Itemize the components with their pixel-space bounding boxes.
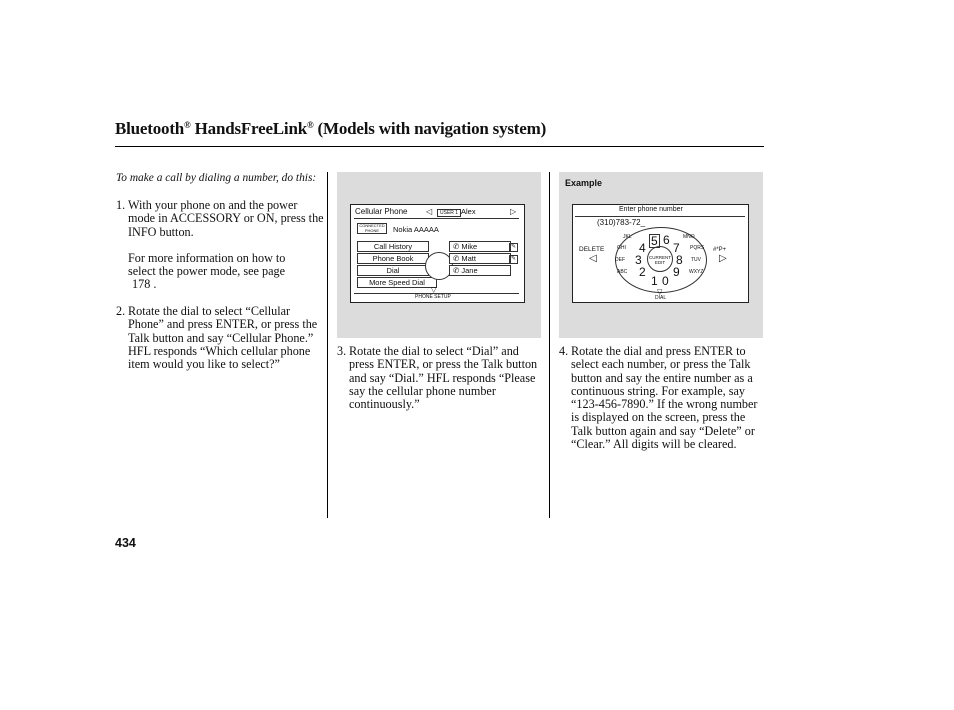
phone-book-button[interactable]: Phone Book bbox=[357, 253, 429, 264]
more-speed-dial-button[interactable]: More Speed Dial bbox=[357, 277, 437, 288]
left-arrow-icon: ◁ bbox=[426, 207, 433, 216]
letters-pqrs: PQRS bbox=[690, 245, 705, 251]
digit-4[interactable]: 4 bbox=[639, 241, 646, 255]
letters-tuv: TUV bbox=[691, 257, 701, 263]
speed-dial-mike[interactable] bbox=[449, 241, 511, 252]
digit-1[interactable]: 1 bbox=[651, 274, 658, 288]
digit-9[interactable]: 9 bbox=[673, 265, 680, 279]
dial-button[interactable]: Dial bbox=[357, 265, 429, 276]
right-arrow-icon: ▷ bbox=[719, 253, 727, 264]
step-1-note bbox=[116, 252, 326, 279]
letters-ghi: GHI bbox=[617, 245, 626, 251]
edit-icon[interactable]: ✎ bbox=[510, 244, 517, 250]
step-number: 2. bbox=[116, 304, 126, 318]
phone-icon: ✆ bbox=[453, 242, 462, 251]
right-arrow-icon: ▷ bbox=[510, 207, 517, 216]
step-text: For more information on how to select the power mode, see page bbox=[128, 251, 286, 279]
digit-3[interactable]: 3 bbox=[635, 253, 642, 267]
screen-panel-cellular bbox=[337, 172, 541, 338]
header-divider bbox=[354, 218, 519, 219]
step-2 bbox=[116, 305, 326, 385]
title-rule bbox=[115, 146, 764, 147]
speed-dial-label: Matt bbox=[461, 254, 476, 263]
title-handsfreelink: HandsFreeLink bbox=[190, 119, 307, 138]
screen-panel-example bbox=[559, 172, 763, 338]
digit-0[interactable]: 0 bbox=[662, 274, 669, 288]
enter-number-screen bbox=[572, 204, 749, 303]
down-arrow-icon: ▽ bbox=[431, 287, 437, 294]
delete-button[interactable]: DELETE bbox=[579, 246, 605, 253]
step-3 bbox=[337, 345, 547, 415]
step-text: Rotate the dial and press ENTER to select each number, or press the Talk button and say the entire number as a continuous string. For example, say “123-456-7890.” If the wrong number is displayed on the screen, press the Talk button again and say “Delete” or “Clear.” All digits will be cleared. bbox=[571, 344, 758, 452]
letters-abc: ABC bbox=[617, 269, 628, 275]
digit-5-selected[interactable]: 5 bbox=[651, 234, 658, 248]
step-number: 3. bbox=[337, 344, 347, 358]
page-reference-link[interactable]: 178 . bbox=[132, 277, 157, 291]
speed-dial-label: Mike bbox=[461, 242, 478, 251]
intro-text: To make a call by dialing a number, do this: bbox=[116, 172, 317, 184]
step-number: 4. bbox=[559, 344, 569, 358]
screen-title: Cellular Phone bbox=[355, 207, 408, 216]
letters-jkl: JKL bbox=[623, 234, 632, 240]
step-4 bbox=[559, 345, 763, 470]
phone-name: Nokia AAAAA bbox=[393, 225, 439, 234]
phone-setup-button[interactable]: PHONE SETUP bbox=[415, 294, 451, 300]
speed-dial-matt[interactable] bbox=[449, 253, 511, 264]
digit-6[interactable]: 6 bbox=[663, 233, 670, 247]
page-number: 434 bbox=[115, 536, 136, 550]
step-1 bbox=[116, 199, 326, 239]
speed-dial-label: Jane bbox=[461, 266, 478, 275]
connected-badge: CONNECTED PHONE bbox=[357, 223, 387, 234]
letters-def: DEF bbox=[615, 257, 625, 263]
title-bluetooth: Bluetooth bbox=[115, 119, 185, 138]
symbols-button[interactable]: #*P+ bbox=[713, 247, 727, 253]
header-divider bbox=[575, 216, 745, 217]
step-number: 1. bbox=[116, 198, 126, 212]
column-divider bbox=[549, 172, 550, 518]
letters-mno: MNO bbox=[683, 234, 695, 240]
call-history-button[interactable]: Call History bbox=[357, 241, 429, 252]
current-edit-button[interactable]: CURRENT EDIT bbox=[647, 246, 673, 272]
registered-mark: ® bbox=[306, 120, 314, 130]
column-divider bbox=[327, 172, 328, 518]
step-1-page-ref bbox=[116, 278, 326, 292]
prompt-text: Enter phone number bbox=[619, 206, 683, 213]
digit-8[interactable]: 8 bbox=[676, 253, 683, 267]
example-label: Example bbox=[565, 178, 603, 188]
left-arrow-icon: ◁ bbox=[589, 253, 597, 264]
speed-dial-jane[interactable] bbox=[449, 265, 511, 276]
letters-wxyz: WXYZ bbox=[689, 269, 704, 275]
user-name: Alex bbox=[461, 207, 476, 216]
step-text: Rotate the dial to select “Cellular Phone” and press ENTER, or press the Talk button and say “Cellular Phone.” HFL responds “Which cellular phone item would you like to select?” bbox=[128, 304, 318, 372]
phone-icon: ✆ bbox=[453, 254, 462, 263]
edit-icon[interactable]: ✎ bbox=[510, 256, 517, 262]
digit-2[interactable]: 2 bbox=[639, 265, 646, 279]
registered-mark: ® bbox=[184, 120, 191, 130]
user-badge: USER 1 bbox=[437, 209, 461, 217]
cellular-phone-screen bbox=[350, 204, 525, 303]
phone-number-display: (310)783-72_ bbox=[597, 218, 646, 227]
digit-7[interactable]: 7 bbox=[673, 241, 680, 255]
down-arrow-icon: ▽ bbox=[657, 289, 663, 296]
page-title bbox=[115, 119, 546, 139]
step-text: Rotate the dial to select “Dial” and press ENTER, or press the Talk button and say “Dial.” HFL responds “Please say the cellular phone number continuously.” bbox=[349, 344, 538, 412]
title-models: (Models with navigation system) bbox=[313, 119, 547, 138]
dial-action-button[interactable]: DIAL bbox=[655, 295, 667, 301]
phone-icon: ✆ bbox=[453, 266, 462, 275]
step-text: With your phone on and the power mode in ACCESSORY or ON, press the INFO button. bbox=[128, 198, 324, 239]
